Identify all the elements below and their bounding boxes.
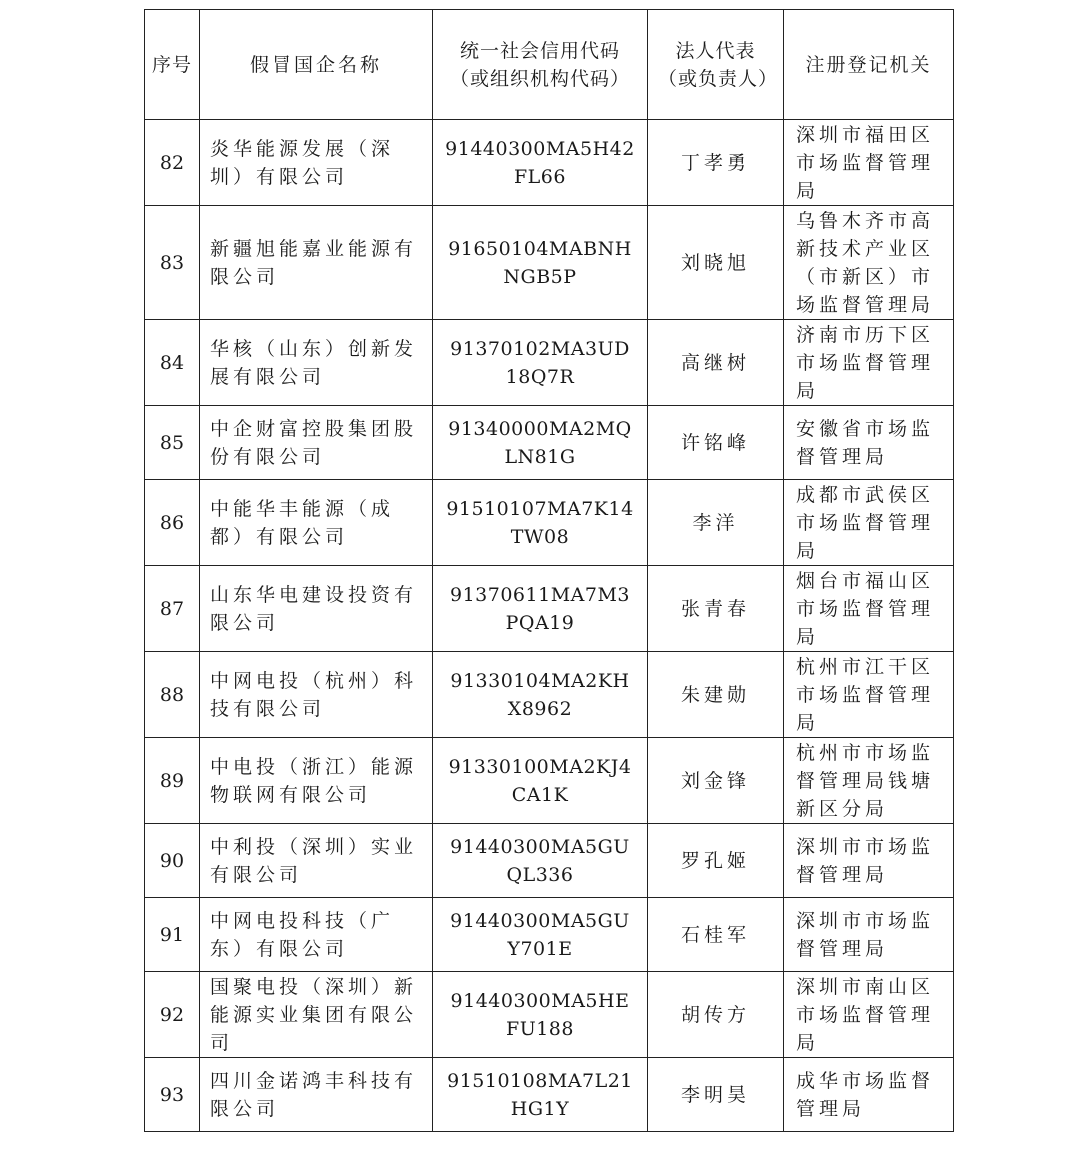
cell-rep: 李明昊 (648, 1058, 784, 1132)
cell-reg: 杭州市江干区市场监督管理局 (784, 652, 954, 738)
cell-rep: 高继树 (648, 320, 784, 406)
cell-rep: 许铭峰 (648, 406, 784, 480)
table-row (145, 1058, 954, 1132)
cell-rep: 朱建勋 (648, 652, 784, 738)
cell-name: 华核（山东）创新发展有限公司 (200, 320, 433, 406)
cell-name: 中网电投科技（广东）有限公司 (200, 898, 433, 972)
cell-code: 91330100MA2KJ4CA1K (433, 738, 648, 824)
cell-no: 89 (145, 738, 200, 824)
table-row (145, 824, 954, 898)
table-row (145, 652, 954, 738)
cell-code: 91370102MA3UD18Q7R (433, 320, 648, 406)
cell-code: 91650104MABNHNGB5P (433, 206, 648, 320)
counterfeit-soe-table (144, 9, 954, 1132)
cell-no: 84 (145, 320, 200, 406)
cell-rep: 罗孔姬 (648, 824, 784, 898)
table-row (145, 120, 954, 206)
header-name: 假冒国企名称 (200, 10, 433, 120)
table-row (145, 972, 954, 1058)
cell-name: 中企财富控股集团股份有限公司 (200, 406, 433, 480)
cell-reg: 深圳市南山区市场监督管理局 (784, 972, 954, 1058)
table-row (145, 480, 954, 566)
cell-name: 新疆旭能嘉业能源有限公司 (200, 206, 433, 320)
cell-rep: 刘金锋 (648, 738, 784, 824)
cell-code: 91330104MA2KHX8962 (433, 652, 648, 738)
table-row (145, 206, 954, 320)
table-row (145, 320, 954, 406)
cell-rep: 丁孝勇 (648, 120, 784, 206)
cell-name: 中电投（浙江）能源物联网有限公司 (200, 738, 433, 824)
cell-code: 91370611MA7M3PQA19 (433, 566, 648, 652)
header-no: 序号 (145, 10, 200, 120)
cell-reg: 成华市场监督管理局 (784, 1058, 954, 1132)
cell-no: 86 (145, 480, 200, 566)
cell-reg: 济南市历下区市场监督管理局 (784, 320, 954, 406)
cell-reg: 安徽省市场监督管理局 (784, 406, 954, 480)
cell-no: 83 (145, 206, 200, 320)
cell-code: 91440300MA5H42FL66 (433, 120, 648, 206)
table-row (145, 406, 954, 480)
header-reg: 注册登记机关 (784, 10, 954, 120)
table-body (145, 120, 954, 1132)
cell-name: 山东华电建设投资有限公司 (200, 566, 433, 652)
cell-no: 88 (145, 652, 200, 738)
cell-code: 91440300MA5HEFU188 (433, 972, 648, 1058)
table-row (145, 566, 954, 652)
cell-no: 87 (145, 566, 200, 652)
cell-reg: 成都市武侯区市场监督管理局 (784, 480, 954, 566)
cell-name: 国聚电投（深圳）新能源实业集团有限公司 (200, 972, 433, 1058)
table-header (145, 10, 954, 120)
cell-rep: 刘晓旭 (648, 206, 784, 320)
cell-no: 91 (145, 898, 200, 972)
cell-name: 中网电投（杭州）科技有限公司 (200, 652, 433, 738)
cell-no: 82 (145, 120, 200, 206)
cell-rep: 石桂军 (648, 898, 784, 972)
cell-name: 中能华丰能源（成都）有限公司 (200, 480, 433, 566)
cell-no: 85 (145, 406, 200, 480)
cell-reg: 深圳市福田区市场监督管理局 (784, 120, 954, 206)
cell-rep: 胡传方 (648, 972, 784, 1058)
cell-code: 91510107MA7K14TW08 (433, 480, 648, 566)
table-row (145, 898, 954, 972)
cell-rep: 李洋 (648, 480, 784, 566)
cell-reg: 深圳市市场监督管理局 (784, 898, 954, 972)
header-row (145, 10, 954, 120)
cell-reg: 深圳市市场监督管理局 (784, 824, 954, 898)
cell-no: 90 (145, 824, 200, 898)
cell-reg: 烟台市福山区市场监督管理局 (784, 566, 954, 652)
cell-code: 91340000MA2MQLN81G (433, 406, 648, 480)
cell-name: 四川金诺鸿丰科技有限公司 (200, 1058, 433, 1132)
cell-reg: 乌鲁木齐市高新技术产业区（市新区）市场监督管理局 (784, 206, 954, 320)
cell-code: 91510108MA7L21HG1Y (433, 1058, 648, 1132)
header-rep: 法人代表（或负责人） (648, 10, 784, 120)
cell-rep: 张青春 (648, 566, 784, 652)
cell-name: 中利投（深圳）实业有限公司 (200, 824, 433, 898)
header-code: 统一社会信用代码（或组织机构代码） (433, 10, 648, 120)
cell-no: 92 (145, 972, 200, 1058)
table-row (145, 738, 954, 824)
cell-name: 炎华能源发展（深圳）有限公司 (200, 120, 433, 206)
cell-no: 93 (145, 1058, 200, 1132)
cell-code: 91440300MA5GUY701E (433, 898, 648, 972)
cell-code: 91440300MA5GUQL336 (433, 824, 648, 898)
cell-reg: 杭州市市场监督管理局钱塘新区分局 (784, 738, 954, 824)
